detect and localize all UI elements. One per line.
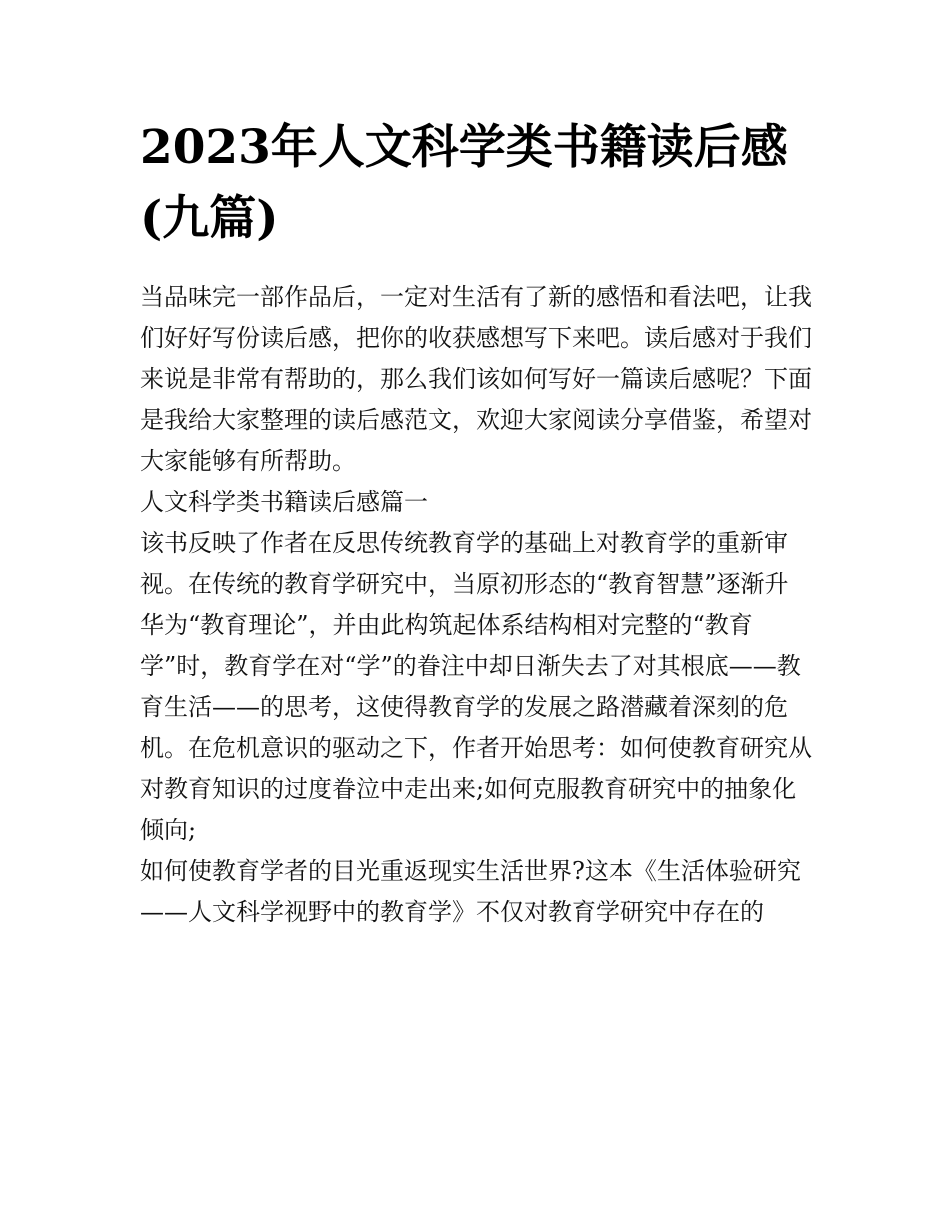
body-paragraph-1: 该书反映了作者在反思传统教育学的基础上对教育学的重新审视。在传统的教育学研究中，当原初形态的“教育智慧”逐渐升华为“教育理论”，并由此构筑起体系结构相对完整的“教育学”时，教育学在对“学”的眷注中却日渐失去了对其根底——教育生活——的思考，这使得教育学的发展之路潜藏着深刻的危机。在危机意识的驱动之下，作者开始思考：如何使教育研究从对教育知识的过度眷泣中走出来;如何克服教育研究中的抽象化倾向; <box>140 529 812 844</box>
document-body <box>140 112 812 933</box>
section-heading: 人文科学类书籍读后感篇一 <box>140 488 428 516</box>
document-title: 2023年人文科学类书籍读后感(九篇) <box>140 120 788 246</box>
body-paragraph-2: 如何使教育学者的目光重返现实生活世界?这本《生活体验研究——人文科学视野中的教育学》不仅对教育学研究中存在的 <box>140 857 801 926</box>
intro-paragraph: 当品味完一部作品后，一定对生活有了新的感悟和看法吧，让我们好好写份读后感，把你的收获感想写下来吧。读后感对于我们来说是非常有帮助的，那么我们该如何写好一篇读后感呢？下面是我给大家整理的读后感范文，欢迎大家阅读分享借鉴，希望对大家能够有所帮助。 <box>140 283 812 475</box>
